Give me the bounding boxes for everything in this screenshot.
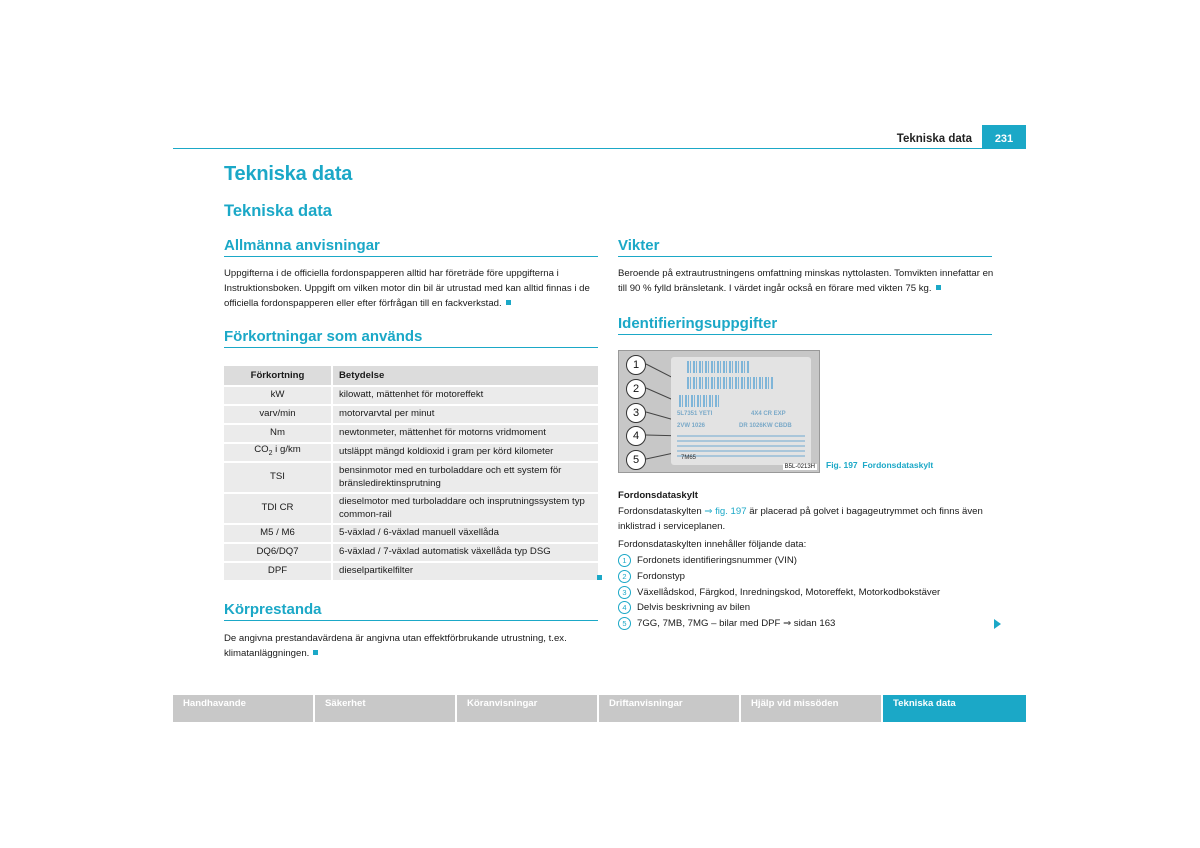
marker-2: 2 <box>626 379 646 399</box>
barcode-icon <box>687 377 773 389</box>
performance-heading: Körprestanda <box>224 601 322 618</box>
identification-rule <box>618 334 992 335</box>
barcode-icon <box>687 361 749 373</box>
table-row <box>224 444 598 463</box>
plate-line-engine: DR 1026KW CBDB <box>739 423 792 429</box>
figure-title: Fordonsdataskylt <box>862 460 934 470</box>
performance-paragraph: De angivna prestandavärdena är angivna utan effektförbrukande utrustning, t.ex. klimatanläggningen. <box>224 633 567 659</box>
end-mark-icon <box>313 650 318 655</box>
column-header-meaning: Betydelse <box>333 366 598 387</box>
plate-fine-print <box>677 435 805 457</box>
meaning-cell: 6-växlad / 7-växlad automatisk växellåda typ DSG <box>333 544 598 563</box>
number-circle-icon: 3 <box>618 586 631 599</box>
table-row <box>224 425 598 444</box>
abbreviations-rule <box>224 347 598 348</box>
data-plate <box>671 357 811 465</box>
abbreviation-cell: $CO_2$ i g/km <box>224 444 333 463</box>
table-row <box>224 406 598 425</box>
number-circle-icon: 4 <box>618 601 631 614</box>
list-item: 4 Delvis beskrivning av bilen <box>618 601 750 614</box>
number-circle-icon: 1 <box>618 554 631 567</box>
abbreviation-cell: kW <box>224 387 333 406</box>
abbreviation-cell: M5 / M6 <box>224 525 333 544</box>
abbreviation-cell: TDI CR <box>224 494 333 525</box>
table-row <box>224 525 598 544</box>
marker-3: 3 <box>626 403 646 423</box>
table-row <box>224 387 598 406</box>
figure-number: Fig. 197 <box>826 460 858 470</box>
number-circle-icon: 2 <box>618 570 631 583</box>
table-header-row <box>224 366 598 387</box>
abbreviation-cell: DPF <box>224 563 333 582</box>
plate-line-model: 5L7351 YETI <box>677 411 713 417</box>
nav-tab-handhavande[interactable]: Handhavande <box>173 695 313 722</box>
plate-subheading: Fordonsdataskylt <box>618 490 698 501</box>
marker-4: 4 <box>626 426 646 446</box>
number-circle-icon: 5 <box>618 617 631 630</box>
meaning-cell: 5-växlad / 6-växlad manuell växellåda <box>333 525 598 544</box>
plate-contents-intro: Fordonsdataskylten innehåller följande data: <box>618 539 807 550</box>
abbreviation-cell: Nm <box>224 425 333 444</box>
vehicle-data-plate-figure <box>618 350 820 473</box>
weights-rule <box>618 256 992 257</box>
meaning-cell: dieselpartikelfilter <box>333 563 598 582</box>
end-mark-icon <box>506 300 511 305</box>
nav-tab-sakerhet[interactable]: Säkerhet <box>315 695 455 722</box>
weights-heading: Vikter <box>618 237 660 254</box>
plate-small-code: 7M65 <box>681 455 697 461</box>
nav-tab-koranvisningar[interactable]: Köranvisningar <box>457 695 597 722</box>
nav-tab-tekniska-data[interactable]: Tekniska data <box>883 695 1026 722</box>
header-rule <box>173 148 1026 149</box>
barcode-icon <box>679 395 719 407</box>
marker-1: 1 <box>626 355 646 375</box>
abbreviation-cell: TSI <box>224 463 333 494</box>
section-title: Tekniska data <box>224 202 332 220</box>
page-number: 231 <box>982 125 1026 148</box>
table-row <box>224 494 598 525</box>
plate-line-codes: 2VW 1026 <box>677 423 706 429</box>
meaning-cell: kilowatt, mättenhet för motoreffekt <box>333 387 598 406</box>
plate-paragraph: Fordonsdataskylten ⇒ fig. 197 är placerad på golvet i bagageutrymmet och finns även inklistrad i serviceplanen. <box>618 506 983 532</box>
figure-caption <box>826 460 933 470</box>
table-row <box>224 544 598 563</box>
table-row <box>224 463 598 494</box>
table-row <box>224 563 598 582</box>
meaning-cell: bensinmotor med en turboladdare och ett system för bränsledirektinsprutning <box>333 463 598 494</box>
figure-code: B5L-0213H <box>784 464 815 470</box>
end-mark-icon <box>936 285 941 290</box>
general-heading: Allmänna anvisningar <box>224 237 380 254</box>
abbreviation-cell: varv/min <box>224 406 333 425</box>
running-header-title: Tekniska data <box>896 133 972 145</box>
weights-paragraph: Beroende på extrautrustningens omfattning minskas nyttolasten. Tomvikten innefattar en till 90 % fylld bränsletank. I värdet ingår också en förare med vikten 75 kg. <box>618 268 994 294</box>
list-item: 2 Fordonstyp <box>618 570 685 583</box>
column-header-abbreviation: Förkortning <box>224 366 333 387</box>
list-item: 3 Växellådskod, Färgkod, Inredningskod, Motoreffekt, Motorkodbokstäver <box>618 586 940 599</box>
marker-5: 5 <box>626 450 646 470</box>
nav-tab-driftanvisningar[interactable]: Driftanvisningar <box>599 695 739 722</box>
chapter-title: Tekniska data <box>224 163 353 185</box>
abbreviations-heading: Förkortningar som används <box>224 328 423 345</box>
abbreviation-cell: DQ6/DQ7 <box>224 544 333 563</box>
meaning-cell: motorvarvtal per minut <box>333 406 598 425</box>
performance-rule <box>224 620 598 621</box>
general-rule <box>224 256 598 257</box>
plate-line-drive: 4X4 CR EXP <box>751 411 786 417</box>
list-item: 5 7GG, 7MB, 7MG – bilar med DPF ⇒ sidan 163 <box>618 617 835 630</box>
nav-tab-hjalp-vid-missoden[interactable]: Hjälp vid missöden <box>741 695 881 722</box>
list-item: 1 Fordonets identifieringsnummer (VIN) <box>618 554 797 567</box>
continue-arrow-icon <box>994 619 1001 629</box>
table-end-mark-icon <box>597 575 602 580</box>
meaning-cell: newtonmeter, mättenhet för motorns vridmoment <box>333 425 598 444</box>
identification-heading: Identifieringsuppgifter <box>618 315 778 332</box>
meaning-cell: dieselmotor med turboladdare och insprutningssystem typ common-rail <box>333 494 598 525</box>
figure-reference-link[interactable]: ⇒ fig. 197 <box>704 506 747 517</box>
meaning-cell: utsläppt mängd koldioxid i gram per körd kilometer <box>333 444 598 463</box>
general-paragraph: Uppgifterna i de officiella fordonspapperen alltid har företräde före uppgifterna i Instruktionsboken. Uppgift om vilken motor din bil är utrustad med kan alltid finnas i de officiella fordonspapperen eller efter förfrågan till en fackverkstad. <box>224 268 590 309</box>
abbreviations-table <box>224 366 598 582</box>
